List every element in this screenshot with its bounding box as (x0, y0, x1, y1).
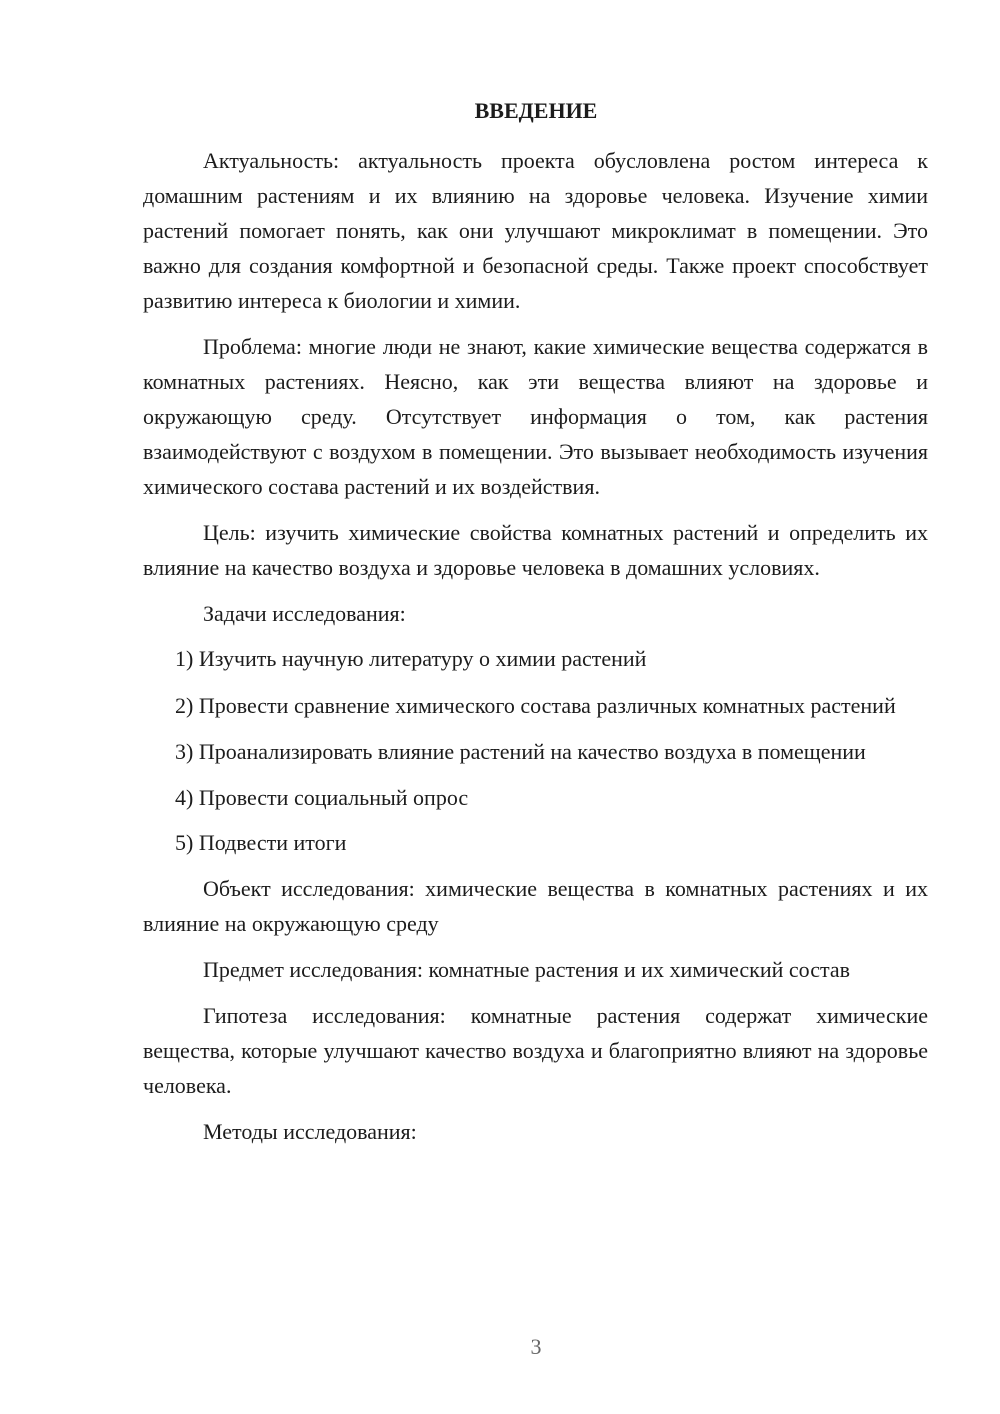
paragraph-hypothesis: Гипотеза исследования: комнатные растения содержат химические вещества, которые улучшают качество воздуха и благоприятно влияют на здоровье человека. (143, 1003, 928, 1098)
section-title: ВВЕДЕНИЕ (474, 98, 598, 123)
paragraph-goal: Цель: изучить химические свойства комнатных растений и определить их влияние на качество воздуха и здоровье человека в домашних условиях. (143, 520, 928, 580)
task-item-5: 5) Подвести итоги (175, 830, 347, 855)
task-item-4: 4) Провести социальный опрос (175, 785, 469, 810)
document-body (143, 143, 928, 1149)
task-item-3: 3) Проанализировать влияние растений на качество воздуха в помещении (175, 739, 866, 764)
paragraph-subject: Предмет исследования: комнатные растения и их химический состав (203, 957, 851, 982)
methods-heading: Методы исследования: (203, 1119, 417, 1144)
task-item-2: 2) Провести сравнение химического состава различных комнатных растений (175, 693, 896, 718)
tasks-heading: Задачи исследования: (203, 601, 406, 626)
page-number: 3 (530, 1334, 542, 1359)
paragraph-object: Объект исследования: химические вещества в комнатных растениях и их влияние на окружающую среду (143, 876, 928, 936)
task-item-1: 1) Изучить научную литературу о химии растений (175, 646, 647, 671)
paragraph-problem: Проблема: многие люди не знают, какие химические вещества содержатся в комнатных растениях. Неясно, как эти вещества влияют на здоровье и окружающую среду. Отсутствует информация о том, как растения взаимодействуют с воздухом в помещении. Это вызывает необходимость изучения химического состава растений и их воздействия. (143, 334, 928, 499)
paragraph-relevance: Актуальность: актуальность проекта обусловлена ростом интереса к домашним растениям и их влиянию на здоровье человека. Изучение химии растений помогает понять, как они улучшают микроклимат в помещении. Это важно для создания комфортной и безопасной среды. Также проект способствует развитию интереса к биологии и химии. (143, 148, 928, 313)
